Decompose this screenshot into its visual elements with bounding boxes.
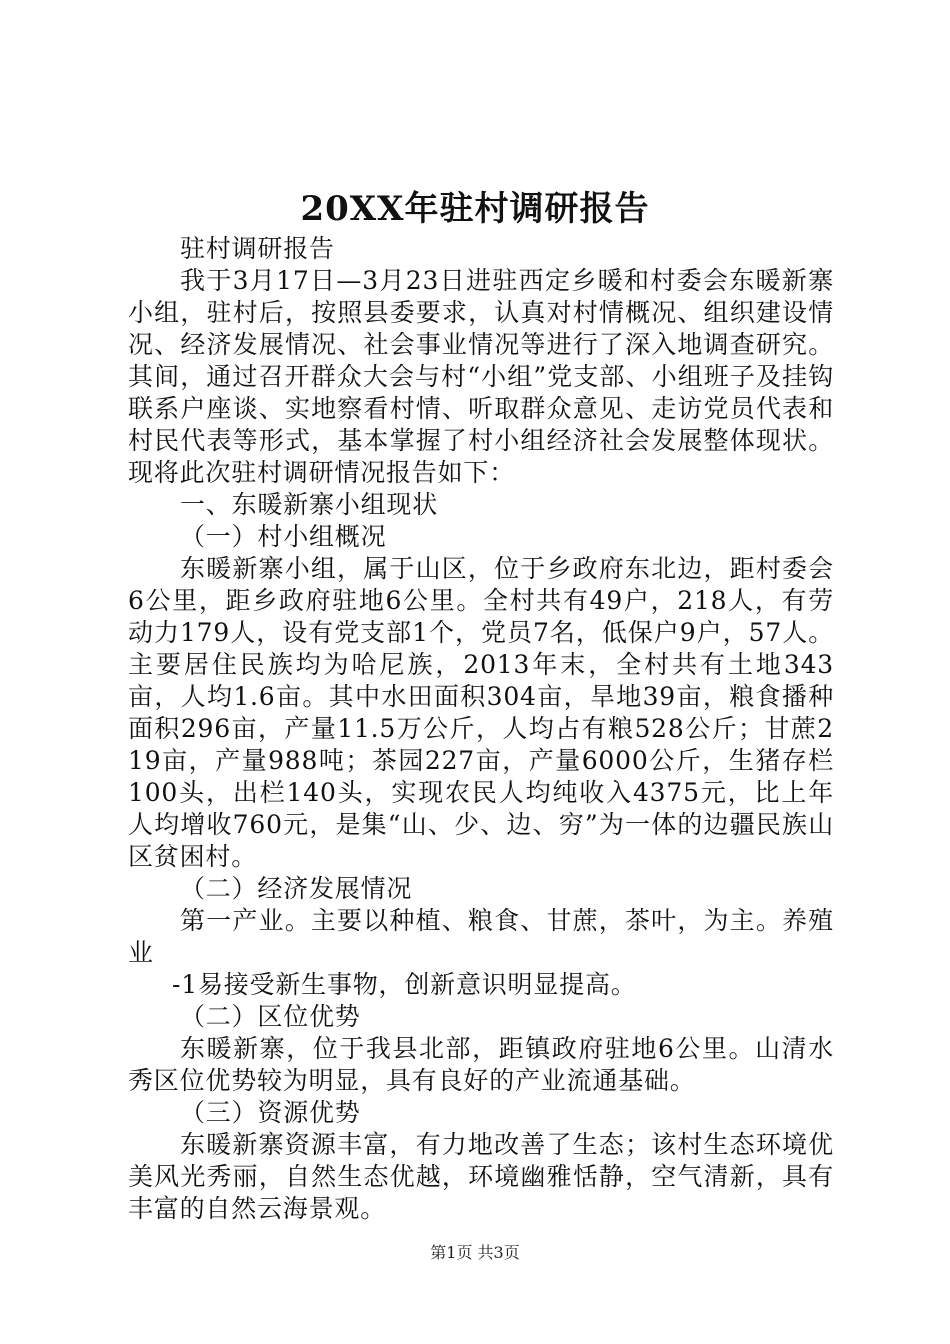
subsection-heading-overview: （一）村小组概况 bbox=[180, 522, 387, 551]
paragraph-economy: 第一产业。主要以种植、粮食、甘蔗，茶叶，为主。养殖业 bbox=[128, 906, 834, 967]
subsection-heading-resources: （三）资源优势 bbox=[180, 1098, 361, 1127]
paragraph-resources: 东暖新寨资源丰富，有力地改善了生态；该村生态环境优美风光秀丽，自然生态优越，环境幽雅恬静，空气清新，具有丰富的自然云海景观。 bbox=[128, 1130, 834, 1223]
subsection-heading-economy: （二）经济发展情况 bbox=[180, 874, 413, 903]
subsection-heading-location: （二）区位优势 bbox=[180, 1002, 361, 1031]
paragraph-intro: 我于3月17日—3月23日进驻西定乡暖和村委会东暖新寨小组，驻村后，按照县委要求，认真对村情概况、组织建设情况、经济发展情况、社会事业情况等进行了深入地调查研究。其间，通过召开群众大会与村“小组”党支部、小组班子及挂钩联系户座谈、实地察看村情、听取群众意见、走访党员代表和村民代表等形式，基本掌握了村小组经济社会发展整体现状。现将此次驻村调研情况报告如下： bbox=[128, 266, 834, 487]
paragraph-location: 东暖新寨，位于我县北部，距镇政府驻地6公里。山清水秀区位优势较为明显，具有良好的产业流通基础。 bbox=[128, 1034, 834, 1095]
document-title: 20XX年驻村调研报告 bbox=[300, 189, 650, 229]
section-heading-1: 一、东暖新寨小组现状 bbox=[180, 490, 439, 519]
document-body bbox=[128, 233, 834, 1225]
paragraph-subtitle: 驻村调研报告 bbox=[180, 234, 335, 263]
page-footer: 第1页 共3页 bbox=[430, 1243, 520, 1262]
paragraph-fragment: -1易接受新生事物，创新意识明显提高。 bbox=[172, 970, 637, 999]
paragraph-overview: 东暖新寨小组，属于山区，位于乡政府东北边，距村委会6公里，距乡政府驻地6公里。全村共有49户，218人，有劳动力179人，设有党支部1个，党员7名，低保户9户，57人。主要居住民族均为哈尼族，2013年末，全村共有土地343亩，人均1.6亩。其中水田面积304亩，旱地39亩，粮食播种面积296亩，产量11.5万公斤，人均占有粮528公斤；甘蔗219亩，产量988吨；茶园227亩，产量6000公斤，生猪存栏100头，出栏140头，实现农民人均纯收入4375元，比上年人均增收760元，是集“山、少、边、穷”为一体的边疆民族山区贫困村。 bbox=[128, 554, 834, 871]
